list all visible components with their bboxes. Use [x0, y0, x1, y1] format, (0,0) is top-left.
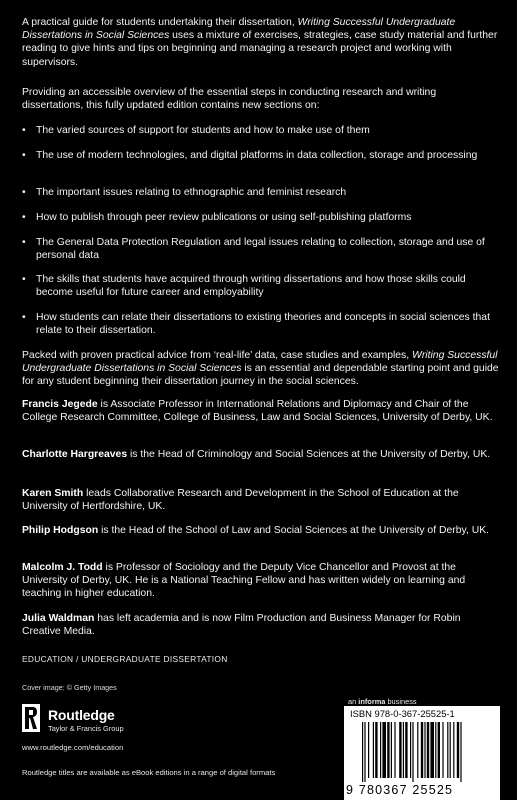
bullet-icon: • [22, 187, 26, 198]
list-item: • The use of modern technologies, and digital platforms in data collection, storage and processing [22, 150, 478, 161]
author-name: Julia Waldman [22, 613, 95, 624]
list-item: • How to publish through peer review publications or using self-publishing platforms [22, 212, 412, 223]
publisher-group: Taylor & Francis Group [48, 724, 124, 733]
publisher-website-link[interactable]: www.routledge.com/education [22, 743, 124, 752]
closing-paragraph [22, 349, 500, 389]
list-item: • The skills that students have acquired through writing dissertations and how those skills could become useful for future career and employability [22, 274, 466, 299]
author-name: Malcolm J. Todd [22, 562, 103, 573]
closing-text-b: is an essential and dependable starting point and guide for any student beginning their dissertation journey in the social sciences. [22, 363, 499, 388]
list-item: • The varied sources of support for students and how to make use of them [22, 125, 370, 136]
isbn-number: ISBN 978-0-367-25525-1 [350, 708, 455, 719]
author-name: Philip Hodgson [22, 525, 99, 536]
routledge-logo-icon [22, 704, 40, 732]
ebook-availability-note: Routledge titles are available as eBook editions in a range of digital formats [22, 768, 276, 777]
barcode-bars-icon [348, 722, 498, 782]
subject-category: EDUCATION / UNDERGRADUATE DISSERTATION [22, 654, 228, 664]
barcode [344, 706, 500, 800]
author-bio: Philip Hodgson is the Head of the School of Law and Social Sciences at the University of Derby, UK. [22, 525, 490, 536]
bullet-icon: • [22, 274, 26, 285]
intro-text-a: A practical guide for students undertaking their dissertation, [22, 17, 298, 28]
bullet-icon: • [22, 150, 26, 161]
overview-paragraph: Providing an accessible overview of the essential steps in conducting research and writing dissertations, this fully updated edition contains new sections on: [22, 87, 437, 112]
barcode-digits: 9 780367 25525 [346, 783, 454, 797]
intro-text-b: uses a mixture of exercises, strategies, case study material and further reading to give hints and tips on beginning and managing a research project and working with supervisors. [22, 30, 498, 68]
closing-text-a: Packed with proven practical advice from ‘real-life’ data, case studies and examples, [22, 350, 413, 361]
bullet-icon: • [22, 212, 26, 223]
author-name: Karen Smith [22, 488, 84, 499]
author-bio: Julia Waldman has left academia and is now Film Production and Business Manager for Robin Creative Media. [22, 613, 461, 638]
intro-book-title: Writing Successful Undergraduate Dissertations in Social Sciences [22, 17, 456, 42]
list-item: • The important issues relating to ethnographic and feminist research [22, 187, 347, 198]
bullet-icon: • [22, 312, 26, 323]
intro-paragraph [22, 16, 500, 69]
author-bio: Charlotte Hargreaves is the Head of Criminology and Social Sciences at the University of Derby, UK. [22, 449, 491, 460]
list-item: • The General Data Protection Regulation and legal issues relating to collection, storage and use of personal data [22, 237, 485, 262]
author-bio: Malcolm J. Todd is Professor of Sociology and the Deputy Vice Chancellor and Provost at the University of Derby, UK. He is a National Teaching Fellow and has written widely on learning and teaching in higher education. [22, 562, 466, 600]
closing-book-title: Writing Successful Undergraduate Dissertations in Social Sciences [22, 350, 498, 375]
bullet-icon: • [22, 237, 26, 248]
cover-image-credit: Cover image: © Getty Images [22, 683, 117, 692]
author-bio: Francis Jegede is Associate Professor in International Relations and Diplomacy and Chair of the College Research Committee, College of Business, Law and Social Sciences, University of Derby, UK. [22, 399, 493, 424]
informa-business-label: an informa business [348, 697, 417, 706]
author-name: Charlotte Hargreaves [22, 449, 128, 460]
author-name: Francis Jegede [22, 399, 98, 410]
bullet-icon: • [22, 125, 26, 136]
list-item: • How students can relate their dissertations to existing theories and concepts in social sciences that relate to their dissertation. [22, 312, 490, 337]
author-bio: Karen Smith leads Collaborative Research and Development in the School of Education at the University of Hertfordshire, UK. [22, 488, 459, 513]
publisher-name: Routledge [48, 707, 115, 723]
